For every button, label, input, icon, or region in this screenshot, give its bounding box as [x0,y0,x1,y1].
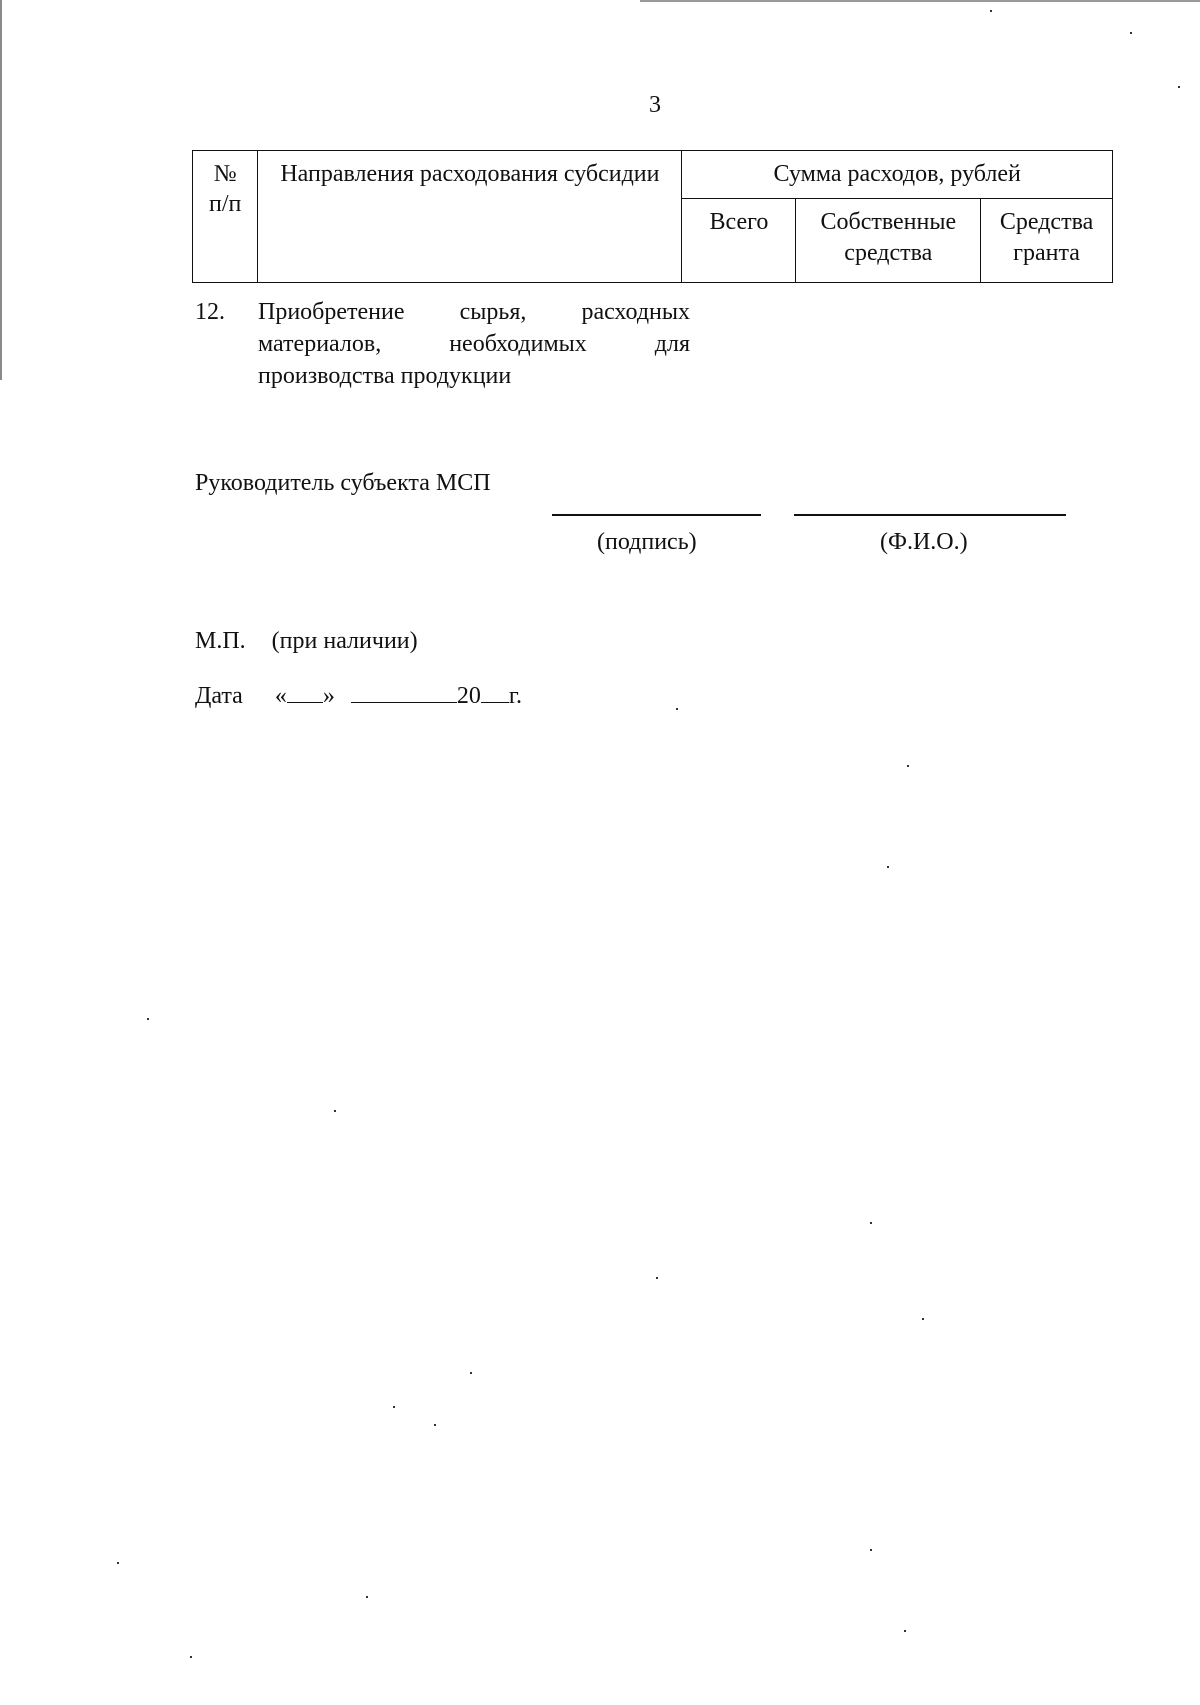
header-num [193,151,258,283]
header-sum-label: Сумма расходов, рублей [773,161,1021,187]
scan-speck [117,1562,119,1564]
name-caption: (Ф.И.О.) [880,529,968,555]
year-blank[interactable] [481,682,509,703]
header-direction [258,151,682,283]
scan-speck [1178,86,1180,88]
header-grant-label: Средства гранта [999,209,1094,266]
header-sum [682,151,1113,199]
date-line [195,682,522,710]
day-blank[interactable] [287,682,323,703]
scan-edge [640,0,1200,2]
header-total-label: Всего [709,209,769,235]
page-number: 3 [649,92,661,118]
stamp-label: М.П. [195,628,246,654]
row-number: 12. [195,299,225,325]
year-prefix: 20 [456,683,481,709]
header-total [682,199,796,283]
stamp-line [195,628,418,655]
signature-line [552,514,761,516]
scan-speck [147,1018,149,1020]
date-close-quote: » [322,683,335,709]
name-line [794,514,1066,516]
year-suffix: г. [508,683,522,709]
month-blank[interactable] [351,682,457,703]
scan-speck [656,1277,658,1279]
scan-speck [434,1424,436,1426]
table-header-row [193,151,1113,199]
scan-speck [470,1372,472,1374]
scan-speck [904,1630,906,1632]
header-direction-label: Направления расходования субсидии [280,161,660,187]
signature-role: Руководитель субъекта МСП [195,470,491,496]
date-label: Дата [195,683,243,709]
date-open-quote: « [274,683,287,709]
scan-speck [870,1549,872,1551]
signature-caption: (подпись) [597,529,697,555]
scan-edge [0,0,2,380]
scan-speck [990,10,992,12]
scan-speck [922,1318,924,1320]
header-num-label: № п/п [209,161,242,217]
header-own-label: Собственные средства [820,209,957,266]
scan-speck [1130,32,1132,34]
budget-table [192,150,1113,283]
scan-speck [870,1222,872,1224]
scan-speck [907,765,909,767]
scan-speck [887,866,889,868]
scan-speck [366,1596,368,1598]
row-text: Приобретение сырья, расходных материалов, необходимых для производства продукции [258,299,690,389]
scan-speck [190,1656,192,1658]
stamp-note: (при наличии) [271,628,418,654]
header-grant [981,199,1113,283]
scan-speck [334,1110,336,1112]
scan-speck [393,1406,395,1408]
header-own [796,199,981,283]
scan-speck [676,708,678,710]
